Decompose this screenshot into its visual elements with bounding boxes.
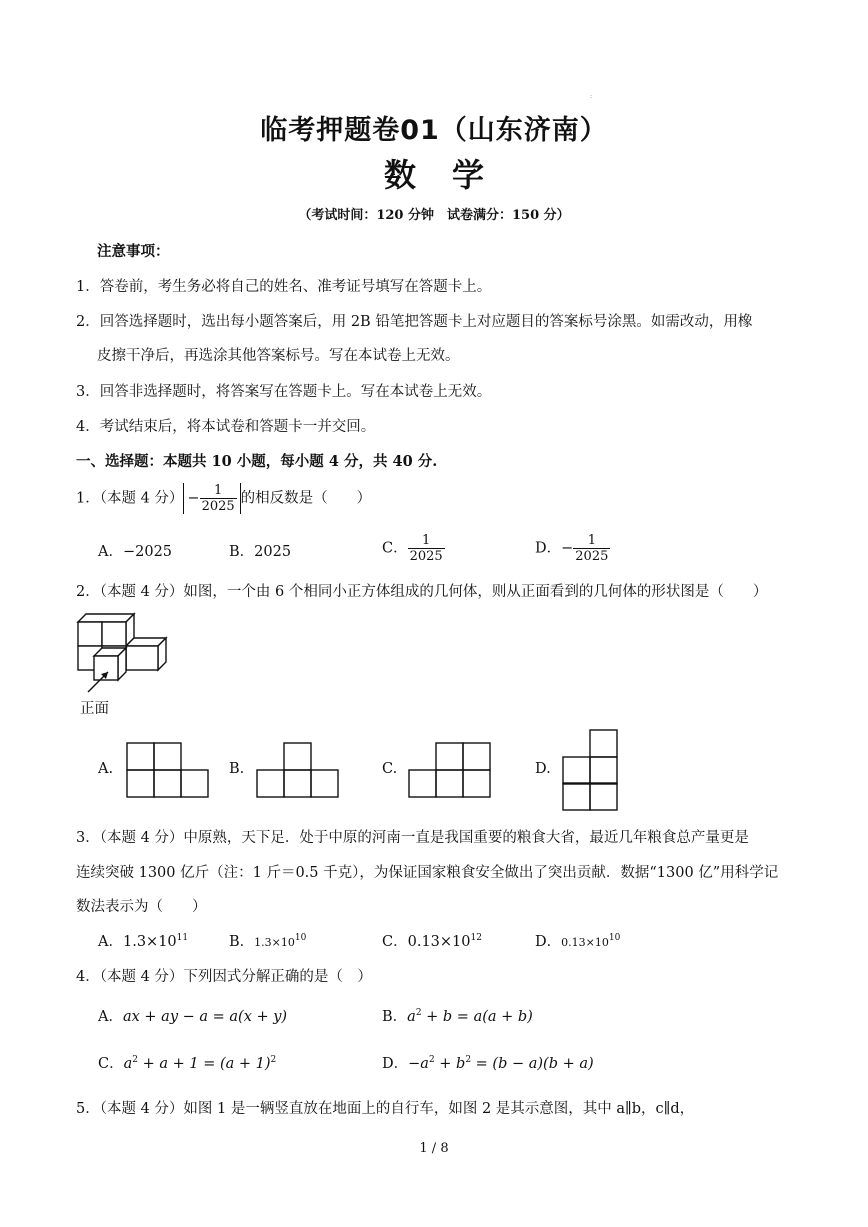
notes-heading: 注意事项： — [97, 243, 170, 260]
question-3-line-3: 数法表示为（ ） — [76, 899, 207, 915]
q3-c-base: 0.13×10 — [407, 934, 471, 950]
q4-d-sq: 2 — [428, 1055, 435, 1066]
q1-d-num: 1 — [587, 533, 596, 548]
question-1-stem — [76, 483, 371, 514]
cube-face — [102, 622, 126, 646]
q4-option-b — [382, 1005, 533, 1026]
exam-title: 临考押题卷01（山东济南） — [260, 115, 608, 146]
q1-option-b: B．2025 — [229, 544, 292, 560]
section-heading: 一、选择题：本题共 10 小题，每小题 4 分，共 40 分. — [76, 453, 438, 470]
q4-option-d — [382, 1052, 594, 1073]
note-item-1: 1．答卷前，考生务必将自己的姓名、准考证号填写在答题卡上。 — [76, 279, 492, 295]
cube-face — [126, 646, 158, 670]
q1-c-num: 1 — [422, 533, 431, 548]
q1-d-label: D．− — [535, 540, 574, 557]
q3-d-base: 0.13×10 — [561, 936, 609, 949]
q1-prefix: 1．（本题 4 分） — [76, 490, 184, 507]
q3-a-exp: 11 — [176, 933, 189, 944]
q1-suffix: 的相反数是（ ） — [240, 490, 372, 507]
q3-option-c — [382, 930, 482, 951]
note-item-2-cont: 皮擦干净后，再选涂其他答案标号。写在本试卷上无效。 — [97, 348, 460, 364]
q3-b-label: B． — [229, 934, 255, 950]
q4-d-expr-1: −a — [408, 1056, 429, 1072]
q3-b-base: 1.3×10 — [254, 936, 295, 949]
q4-c-sq-2: 2 — [270, 1055, 277, 1066]
subject-title: 数学 — [383, 156, 520, 194]
q1-option-d — [535, 533, 610, 564]
q3-d-label: D． — [535, 934, 562, 950]
q1-c-den: 2025 — [409, 549, 443, 564]
q2-option-a-label: A. — [98, 761, 114, 777]
q2-option-c-figure — [408, 742, 492, 798]
note-item-3: 3．回答非选择题时，将答案写在答题卡上。写在本试卷上无效。 — [76, 384, 492, 400]
q4-a-label: A． — [98, 1009, 123, 1025]
q4-b-expr-2: + b = a(a + b) — [421, 1009, 533, 1025]
exam-meta: （考试时间：120 分钟 试卷满分：150 分） — [298, 208, 570, 223]
q3-c-label: C． — [382, 934, 408, 950]
q2-option-c-label: C. — [382, 761, 398, 777]
q2-front-label: 正面 — [80, 701, 109, 717]
q2-option-d-label: D. — [535, 761, 551, 777]
q2-option-b-label: B. — [229, 761, 245, 777]
q2-option-b-figure — [256, 742, 340, 798]
q1-c-label: C． — [382, 540, 408, 557]
q4-b-sq: 2 — [415, 1008, 422, 1019]
q4-option-a — [98, 1005, 287, 1026]
question-3-line-2: 连续突破 1300 亿斤（注：1 斤＝0.5 千克），为保证国家粮食安全做出了突出贡献．数据“1300 亿”用科学记 — [76, 865, 779, 881]
q1-fraction — [200, 483, 237, 514]
q3-a-label: A． — [98, 934, 123, 950]
question-4-stem: 4．（本题 4 分）下列因式分解正确的是（ ） — [76, 969, 372, 985]
q4-b-label: B． — [382, 1009, 408, 1025]
q1-minus: − — [187, 490, 200, 507]
q4-c-label: C． — [98, 1056, 124, 1072]
question-3-line-1: 3．（本题 4 分）中原熟，天下足．处于中原的河南一直是我国重要的粮食大省，最近几年粮食总产量更是 — [76, 830, 749, 846]
question-5-stem: 5．（本题 4 分）如图 1 是一辆竖直放在地面上的自行车，如图 2 是其示意图，其中 a∥b，c∥d， — [76, 1101, 695, 1117]
q4-a-expr: ax + ay − a = a(x + y) — [122, 1009, 288, 1025]
corner-mark: : — [590, 93, 593, 100]
q4-option-c — [98, 1052, 276, 1073]
q1-d-fraction — [573, 533, 610, 564]
note-item-2: 2．回答选择题时，选出每小题答案后，用 2B 铅笔把答题卡上对应题目的答案标号涂黑。如需改动，用橡 — [76, 314, 753, 330]
page-number: 1 / 8 — [419, 1141, 449, 1156]
q3-option-d — [535, 930, 620, 951]
q3-c-exp: 12 — [470, 933, 482, 944]
q4-c-expr-2: + a + 1 = (a + 1) — [138, 1056, 271, 1072]
cube-top-face — [78, 614, 134, 622]
q4-d-expr-3: = (b − a)(b + a) — [471, 1056, 594, 1072]
q2-cube-figure — [74, 612, 174, 694]
q1-d-den: 2025 — [575, 549, 609, 564]
q1-c-fraction — [408, 533, 445, 564]
q3-b-exp: 10 — [294, 933, 307, 944]
q3-a-base: 1.3×10 — [122, 934, 177, 950]
q3-d-exp: 10 — [608, 933, 621, 944]
q1-option-a: A．−2025 — [98, 544, 173, 560]
q4-d-expr-2: + b — [434, 1056, 466, 1072]
q2-option-d-figure — [562, 729, 618, 811]
q2-option-a-figure — [126, 742, 210, 798]
q1-absolute-value — [183, 483, 240, 514]
note-item-4: 4．考试结束后，将本试卷和答题卡一并交回。 — [76, 419, 376, 435]
q1-denominator: 2025 — [201, 499, 235, 514]
q4-c-sq: 2 — [132, 1055, 138, 1066]
q1-option-c — [382, 533, 445, 564]
q4-c-expr-1: a — [123, 1056, 133, 1072]
q4-b-expr-1: a — [407, 1009, 416, 1025]
q3-option-a — [98, 930, 188, 951]
q1-numerator: 1 — [213, 483, 223, 498]
cube-face — [78, 622, 102, 646]
q4-d-label: D． — [382, 1056, 409, 1072]
q3-option-b — [229, 930, 306, 951]
q4-d-sq-2: 2 — [465, 1055, 472, 1066]
question-2-stem: 2．（本题 4 分）如图，一个由 6 个相同小正方体组成的几何体，则从正面看到的几何体的形状图是（ ） — [76, 584, 768, 600]
